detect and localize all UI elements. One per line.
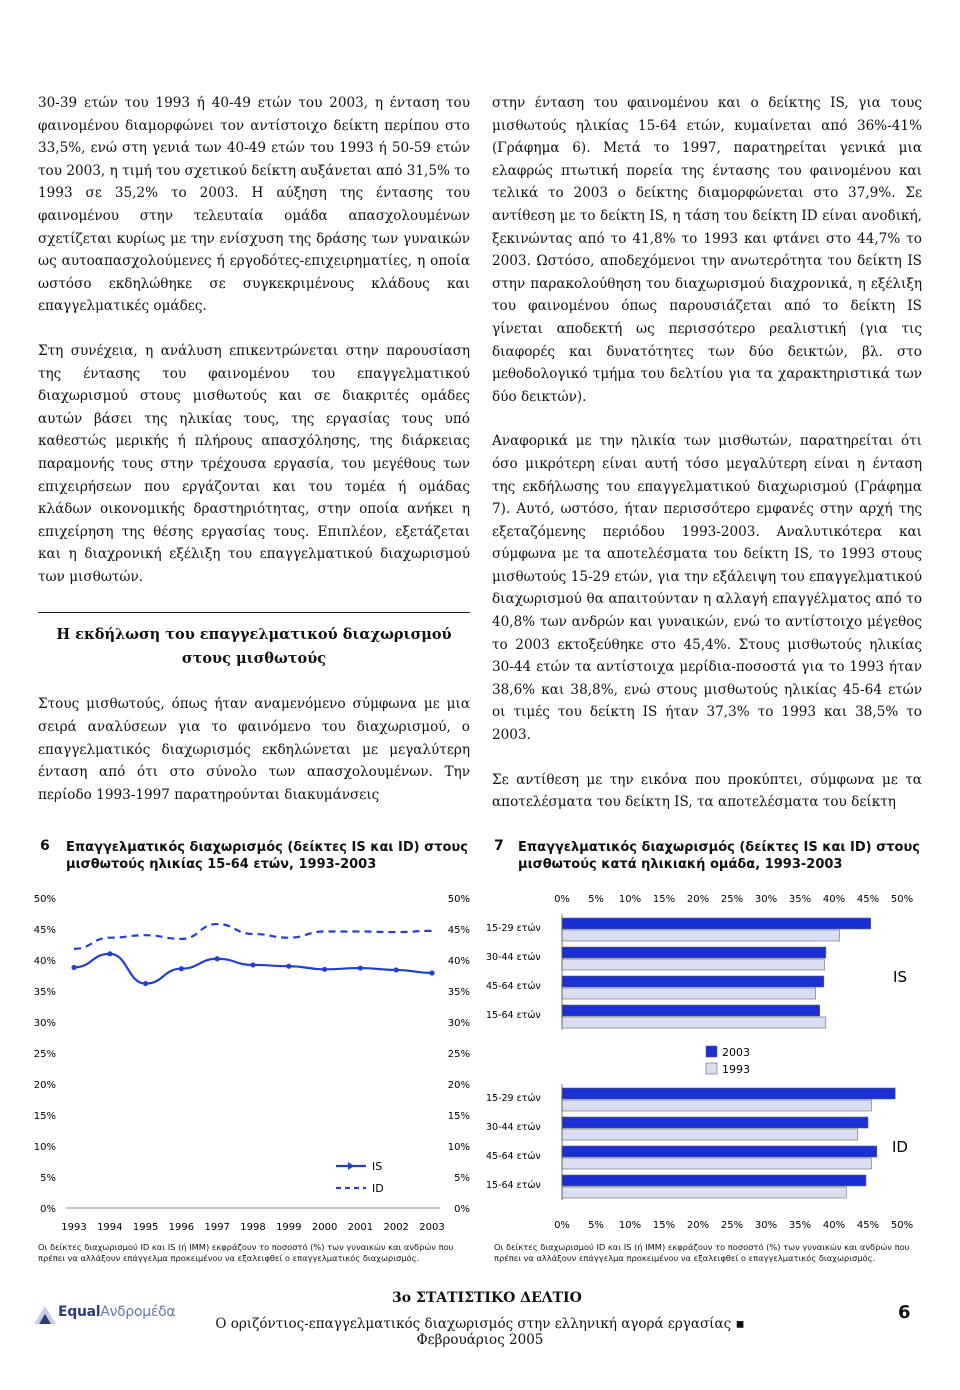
bar-is-2003 [562, 918, 871, 929]
figure-number: 7 [494, 838, 504, 854]
paragraph: στην ένταση του φαινομένου και ο δείκτης IS, για τους μισθωτούς ηλικίας 15-64 ετών, κυμαίνεται από 36%-41% (Γράφημα 6). Μετά το 1997, παρατηρείται γενικά μια ελαφρώς πτωτική πορεία της έντασης του φαινομένου και τελικά το 2003 ο δείκτης διαμορφώνεται στο 37,9%. Σε αντίθεση με το δείκτη IS, η τάση του δείκτη ID είναι ανοδική, ξεκινώντας από το 41,8% το 1993 και φτάνει στο 44,7% το 2003. Ωστόσο, αποδεχόμενοι την ανωτερότητα του δείκτη IS στην παρακολούθηση του διαχωρισμού διαχρονικά, η εξέλιξη του φαινομένου όπως παρουσιάζεται από το δείκτη IS γίνεται αποδεκτή ως περισσότερο ρεαλιστική (για τις διαφορές και δυνατότητες των δύο δεικτών, βλ. στο μεθοδολογικό τμήμα του δελτίου για τα χαρακτηριστικά των δύο δεικτών). [492, 95, 922, 405]
figure-title [518, 839, 938, 873]
y-tick-label-left: 20% [33, 1080, 56, 1091]
x-tick-label: 1999 [276, 1222, 302, 1233]
x-tick-label: 1993 [61, 1222, 87, 1233]
section-rule [38, 612, 470, 613]
figure-note: Οι δείκτες διαχωρισμού ID και IS (ή IMM) εκφράζουν το ποσοστό (%) των γυναικών και ανδρών που πρέπει να αλλάξουν επάγγελμα προκειμένου να εξαλειφθεί ο επαγγελματικός διαχωρισμός. [494, 1242, 910, 1263]
x-tick-label-bottom: 10% [618, 1220, 642, 1231]
data-point-is [143, 981, 148, 986]
y-tick-label-right: 45% [447, 925, 470, 936]
y-tick-label-right: 15% [447, 1111, 470, 1122]
x-tick-label-bottom: 20% [686, 1220, 710, 1231]
category-label: 15-64 ετών [486, 1010, 541, 1021]
left-text-column [38, 92, 470, 806]
y-tick-label-left: 35% [33, 987, 56, 998]
bar-id-1993 [562, 1187, 846, 1198]
x-tick-label-top: 0% [554, 894, 570, 905]
x-tick-label-top: 45% [856, 894, 880, 905]
x-tick-label-bottom: 15% [652, 1220, 676, 1231]
x-tick-label-bottom: 50% [890, 1220, 914, 1231]
logo-text: EqualΑνδρομέδα [58, 1304, 176, 1320]
figure-title-line: μισθωτούς ηλικίας 15-64 ετών, 1993-2003 [66, 857, 377, 872]
x-tick-label-top: 35% [788, 894, 812, 905]
x-tick-label-bottom: 40% [822, 1220, 846, 1231]
bar-is-2003 [562, 976, 824, 987]
x-tick-label-top: 20% [686, 894, 710, 905]
y-tick-label-right: 20% [447, 1080, 470, 1091]
x-tick-label-bottom: 35% [788, 1220, 812, 1231]
x-tick-label: 1995 [132, 1222, 159, 1233]
x-tick-label-bottom: 30% [754, 1220, 778, 1231]
paragraph: Αναφορικά με την ηλικία των μισθωτών, παρατηρείται ότι όσο μικρότερη είναι αυτή τόσο μεγαλύτερη είναι η ένταση της εκδήλωσης του επαγγελματικού διαχωρισμού (Γράφημα 7). Αυτό, ωστόσο, ήταν περισσότερο εμφανές στην αρχή της εξεταζόμενης περιόδου 1993-2003. Αναλυτικότερα και σύμφωνα με τα αποτελέσματα του δείκτη IS, το 1993 στους μισθωτούς 15-29 ετών, για την εξάλειψη του επαγγελματικού διαχωρισμού θα απαιτούνταν η αλλαγή επαγγέλματος από το 40,8% των ανδρών και γυναικών, ενώ το αντίστοιχο μέγεθος το 2003 εκτοξεύθηκε στο 45,4%. Στους μισθωτούς ηλικίας 30-44 ετών τα αντίστοιχα μερίδια-ποσοστά για το 1993 ήταν 38,6% και 38,8%, ενώ στους μισθωτούς ηλικίας 45-64 ετών οι τιμές του δείκτη IS ήταν 37,3% το 1993 και 38,5% το 2003. [492, 433, 922, 744]
data-point-is [71, 965, 76, 970]
y-tick-label-left: 30% [33, 1018, 56, 1029]
x-tick-label: 1998 [240, 1222, 266, 1233]
bar-is-2003 [562, 947, 826, 958]
paragraph: Στους μισθωτούς, όπως ήταν αναμενόμενο σύμφωνα με μια σειρά αναλύσεων για το φαινόμενο του διαχωρισμού, ο επαγγελματικός διαχωρισμός εκδηλώνεται με μεγαλύτερη ένταση από ότι στο σύνολο των απασχολουμένων. Την περίοδο 1993-1997 παρατηρούνται διακυμάνσεις [38, 696, 470, 803]
data-point-is [215, 956, 220, 961]
data-point-is [394, 967, 399, 972]
category-label: 30-44 ετών [486, 952, 541, 963]
data-point-is [358, 965, 363, 970]
paragraph: Σε αντίθεση με την εικόνα που προκύπτει, σύμφωνα με τα αποτελέσματα του δείκτη IS, τα αποτελέσματα του δείκτη [492, 771, 922, 811]
page-number: 6 [898, 1302, 911, 1323]
data-point-is [286, 964, 291, 969]
group-label: ID [892, 1138, 908, 1156]
legend-label-2003: 2003 [722, 1046, 750, 1059]
x-tick-label-bottom: 0% [554, 1220, 570, 1231]
y-tick-label-left: 25% [33, 1049, 56, 1060]
y-tick-label-right: 35% [447, 987, 470, 998]
x-tick-label-top: 40% [822, 894, 846, 905]
bar-is-2003 [562, 1005, 820, 1016]
category-label: 45-64 ετών [486, 981, 541, 992]
bar-chart-figure-7 [482, 888, 932, 1238]
x-tick-label: 2002 [383, 1222, 409, 1233]
y-tick-label-left: 0% [40, 1204, 56, 1215]
y-tick-label-right: 0% [454, 1204, 470, 1215]
figure-title-line: μισθωτούς κατά ηλικιακή ομάδα, 1993-2003 [518, 857, 843, 872]
bar-id-2003 [562, 1117, 868, 1128]
category-label: 15-29 ετών [486, 1093, 541, 1104]
category-label: 30-44 ετών [486, 1122, 541, 1133]
y-tick-label-left: 10% [33, 1142, 56, 1153]
figure-title [66, 839, 486, 873]
x-tick-label: 2003 [419, 1222, 445, 1233]
data-point-is [250, 962, 255, 967]
bar-is-1993 [562, 930, 839, 941]
bar-is-1993 [562, 1017, 826, 1028]
paragraph: Στη συνέχεια, η ανάλυση επικεντρώνεται στην παρουσίαση της έντασης του φαινομένου του επαγγελματικού διαχωρισμού στους μισθωτούς και σε διακριτές ομάδες αυτών βάσει της ηλικίας τους, της εργασίας τους υπό καθεστώς μερικής ή πλήρους απασχόλησης, της διάρκειας παραμονής τους στην τρέχουσα εργασία, του μεγέθους των επιχειρήσεων που εργάζονται και του τομέα ή ομάδας κλάδων οικονομικής δραστηριότητας, στην οποία ανήκει η επιχείρηση της θέσης εργασίας τους. Επιπλέον, εξετάζεται και η διαχρονική εξέλιξη του επαγγελματικού διαχωρισμού των μισθωτών. [38, 342, 470, 585]
series-line-is [74, 954, 432, 984]
legend-swatch-1993 [706, 1063, 717, 1074]
y-tick-label-right: 5% [454, 1173, 470, 1184]
y-tick-label-left: 45% [33, 925, 56, 936]
x-tick-label-bottom: 5% [588, 1220, 604, 1231]
x-tick-label: 2000 [311, 1222, 338, 1233]
section-title [38, 612, 470, 671]
x-tick-label-bottom: 45% [856, 1220, 880, 1231]
line-chart-figure-6 [30, 888, 480, 1238]
bar-is-1993 [562, 959, 824, 970]
x-tick-label-top: 50% [890, 894, 914, 905]
figure-number: 6 [40, 838, 50, 854]
data-point-is [107, 951, 112, 956]
right-text-column [492, 92, 922, 814]
bar-id-2003 [562, 1146, 877, 1157]
figure-title-line: Επαγγελματικός διαχωρισμός (δείκτες IS και ID) στους [66, 840, 468, 855]
legend-label-id: ID [372, 1182, 384, 1195]
section-title-line: Η εκδήλωση του επαγγελματικού διαχωρισμού [56, 626, 452, 644]
y-tick-label-left: 15% [33, 1111, 56, 1122]
data-point-is [322, 967, 327, 972]
x-tick-label-top: 30% [754, 894, 778, 905]
y-tick-label-right: 30% [447, 1018, 470, 1029]
y-tick-label-right: 10% [447, 1142, 470, 1153]
legend-marker-is [348, 1162, 354, 1170]
category-label: 15-29 ετών [486, 923, 541, 934]
y-tick-label-left: 50% [33, 894, 56, 905]
equal-andromeda-logo [34, 1296, 194, 1326]
x-tick-label: 1997 [204, 1222, 230, 1233]
bar-id-1993 [562, 1129, 858, 1140]
legend-label-is: IS [372, 1160, 383, 1173]
x-tick-label-top: 5% [588, 894, 604, 905]
bar-id-2003 [562, 1175, 866, 1186]
section-title-line: στους μισθωτούς [181, 650, 327, 668]
x-tick-label: 2001 [347, 1222, 374, 1233]
category-label: 15-64 ετών [486, 1180, 541, 1191]
x-tick-label-top: 15% [652, 894, 676, 905]
series-line-id [74, 924, 432, 949]
y-tick-label-right: 25% [447, 1049, 470, 1060]
figure-note: Οι δείκτες διαχωρισμού ID και IS (ή IMM) εκφράζουν το ποσοστό (%) των γυναικών και ανδρών που πρέπει να αλλάξουν επάγγελμα προκειμένου να εξαλειφθεί ο επαγγελματικός διαχωρισμός. [38, 1242, 454, 1263]
y-tick-label-right: 50% [447, 894, 470, 905]
data-point-is [429, 970, 434, 975]
data-point-is [179, 966, 184, 971]
x-tick-label-bottom: 25% [720, 1220, 744, 1231]
bar-id-2003 [562, 1088, 895, 1099]
y-tick-label-right: 40% [447, 956, 470, 967]
bar-is-1993 [562, 988, 816, 999]
x-tick-label: 1994 [97, 1222, 123, 1233]
figure-title-line: Επαγγελματικός διαχωρισμός (δείκτες IS και ID) στους [518, 840, 920, 855]
x-tick-label: 1996 [168, 1222, 195, 1233]
bulletin-subtitle: Ο οριζόντιος-επαγγελματικός διαχωρισμός στην ελληνική αγορά εργασίας ▪ Φεβρουάριος 2005 [215, 1316, 745, 1348]
paragraph: 30-39 ετών του 1993 ή 40-49 ετών του 2003, η ένταση του φαινομένου διαμορφώνει τον αντίστοιχο δείκτη περίπου στο 33,5%, ενώ στη γενιά των 40-49 ετών του 1993 ή 50-59 ετών του 2003, η τιμή του σχετικού δείκτη αυξάνεται από 31,5% το 1993 σε 35,2% το 2003. Η αύξηση της έντασης του φαινομένου στην τελευταία ομάδα απασχολουμένων σχετίζεται κυρίως με την ενίσχυση της δράσης των γυναικών ως αυτοαπασχολούμενες ή εργοδότες-επιχειρηματίες, η οποία ωστόσο εκδηλώθηκε σε συγκεκριμένους κλάδους και επαγγελματικές ομάδες. [38, 95, 470, 315]
bulletin-title: 3ο ΣΤΑΤΙΣΤΙΚΟ ΔΕΛΤΙΟ [392, 1290, 582, 1306]
legend-label-1993: 1993 [722, 1063, 750, 1076]
category-label: 45-64 ετών [486, 1151, 541, 1162]
y-tick-label-left: 5% [40, 1173, 56, 1184]
y-tick-label-left: 40% [33, 956, 56, 967]
bar-id-1993 [562, 1100, 871, 1111]
x-tick-label-top: 25% [720, 894, 744, 905]
group-label: IS [893, 968, 907, 986]
bar-id-1993 [562, 1158, 871, 1169]
legend-swatch-2003 [706, 1046, 717, 1057]
logo-mark-icon [34, 1306, 56, 1324]
x-tick-label-top: 10% [618, 894, 642, 905]
